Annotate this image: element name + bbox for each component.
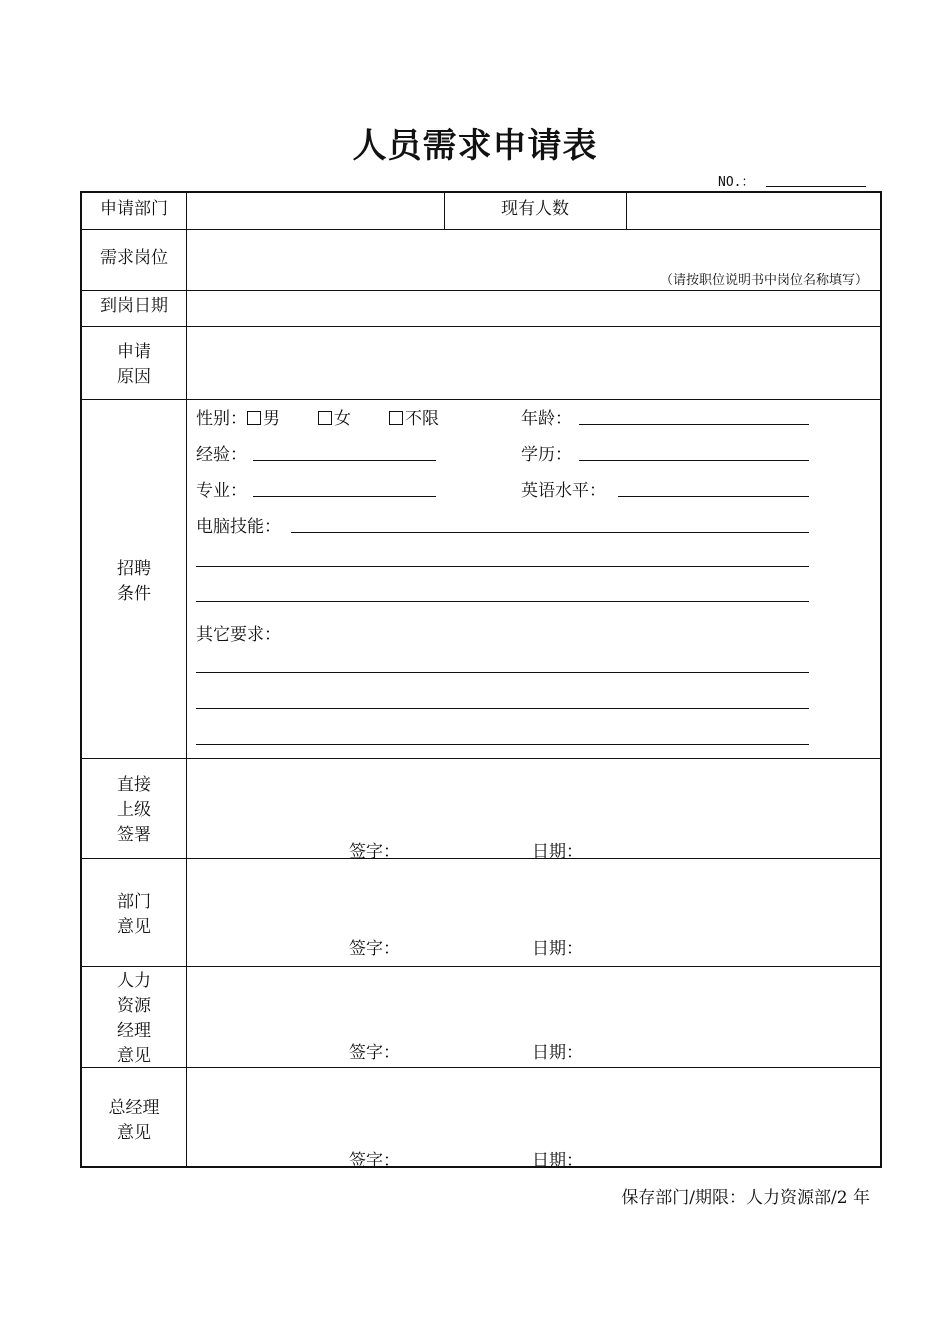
conditions-label-line: 条件	[117, 584, 151, 604]
checkbox-icon[interactable]	[318, 411, 332, 425]
experience-field[interactable]	[253, 460, 436, 461]
serial-number-field[interactable]	[766, 186, 866, 187]
label-line: 经理	[117, 1021, 151, 1041]
gender-option-label: 不限	[405, 409, 439, 429]
gm-opinion-field[interactable]	[188, 1069, 878, 1166]
signature-label: 签字：	[349, 939, 400, 959]
education-label: 学历：	[521, 445, 572, 465]
gender-option-label: 男	[263, 409, 280, 429]
reason-label-line: 原因	[117, 367, 151, 387]
gender-option-label: 女	[334, 409, 351, 429]
arrival-date-label: 到岗日期	[100, 296, 168, 316]
label-line: 人力	[117, 971, 151, 991]
label-line: 总经理	[108, 1098, 160, 1118]
label-line: 签署	[117, 825, 151, 845]
checkbox-icon[interactable]	[389, 411, 403, 425]
label-line: 直接	[117, 775, 151, 795]
reason-label	[82, 340, 186, 390]
english-level-label: 英语水平：	[521, 481, 606, 501]
experience-label: 经验：	[196, 445, 247, 465]
column-divider	[186, 193, 187, 1166]
conditions-label	[82, 557, 186, 607]
dept-opinion-field[interactable]	[188, 860, 878, 964]
position-label: 需求岗位	[100, 248, 168, 268]
label-line: 上级	[117, 800, 151, 820]
row-divider	[82, 966, 880, 967]
other-requirements-field-line[interactable]	[196, 672, 809, 673]
headcount-label: 现有人数	[501, 199, 569, 219]
age-label: 年龄：	[521, 409, 572, 429]
column-divider	[626, 193, 627, 229]
dept-field[interactable]	[188, 195, 442, 227]
computer-skills-label: 电脑技能：	[196, 517, 281, 537]
gm-opinion-label	[82, 1096, 186, 1146]
label-line: 意见	[117, 917, 151, 937]
reason-field[interactable]	[188, 328, 878, 397]
headcount-field[interactable]	[628, 195, 878, 227]
supervisor-sign-label	[82, 773, 186, 848]
reason-label-line: 申请	[117, 342, 151, 362]
row-divider	[82, 758, 880, 759]
label-line: 部门	[117, 892, 151, 912]
signature-label: 签字：	[349, 1043, 400, 1063]
english-level-field[interactable]	[618, 496, 809, 497]
row-divider	[82, 326, 880, 327]
hr-manager-opinion-field[interactable]	[188, 968, 878, 1065]
label-line: 意见	[117, 1123, 151, 1143]
supervisor-sign-field[interactable]	[188, 760, 878, 856]
form-title: 人员需求申请表	[352, 126, 598, 166]
education-field[interactable]	[579, 460, 809, 461]
label-line: 资源	[117, 996, 151, 1016]
date-label: 日期：	[532, 1043, 583, 1063]
date-label: 日期：	[532, 1151, 583, 1171]
major-field[interactable]	[253, 496, 436, 497]
application-form-table	[80, 191, 882, 1171]
other-requirements-field-line[interactable]	[196, 708, 809, 709]
row-divider	[82, 290, 880, 291]
gender-option-female[interactable]	[318, 409, 351, 429]
position-hint: （请按职位说明书中岗位名称填写）	[659, 273, 868, 288]
gender-label: 性别：	[196, 409, 247, 429]
conditions-label-line: 招聘	[117, 559, 151, 579]
computer-skills-field[interactable]	[291, 532, 809, 533]
row-divider	[82, 858, 880, 859]
row-divider	[82, 399, 880, 400]
serial-number-label: NO.：	[718, 175, 755, 190]
signature-label: 签字：	[349, 842, 400, 862]
signature-label: 签字：	[349, 1151, 400, 1171]
retention-note: 保存部门/期限：人力资源部/2 年	[621, 1188, 870, 1208]
gender-option-any[interactable]	[389, 409, 439, 429]
other-requirements-field-line[interactable]	[196, 744, 809, 745]
checkbox-icon[interactable]	[247, 411, 261, 425]
dept-opinion-label	[82, 890, 186, 940]
date-label: 日期：	[532, 939, 583, 959]
date-label: 日期：	[532, 842, 583, 862]
computer-skills-field-line[interactable]	[196, 601, 809, 602]
computer-skills-field-line[interactable]	[196, 566, 809, 567]
dept-label: 申请部门	[100, 199, 168, 219]
row-divider	[82, 1067, 880, 1068]
age-field[interactable]	[579, 424, 809, 425]
major-label: 专业：	[196, 481, 247, 501]
gender-option-male[interactable]	[247, 409, 280, 429]
gender-row	[196, 404, 439, 429]
row-divider	[82, 229, 880, 230]
label-line: 意见	[117, 1046, 151, 1066]
hr-manager-opinion-label	[82, 969, 186, 1069]
other-requirements-label: 其它要求：	[196, 625, 281, 645]
arrival-date-field[interactable]	[188, 292, 878, 324]
